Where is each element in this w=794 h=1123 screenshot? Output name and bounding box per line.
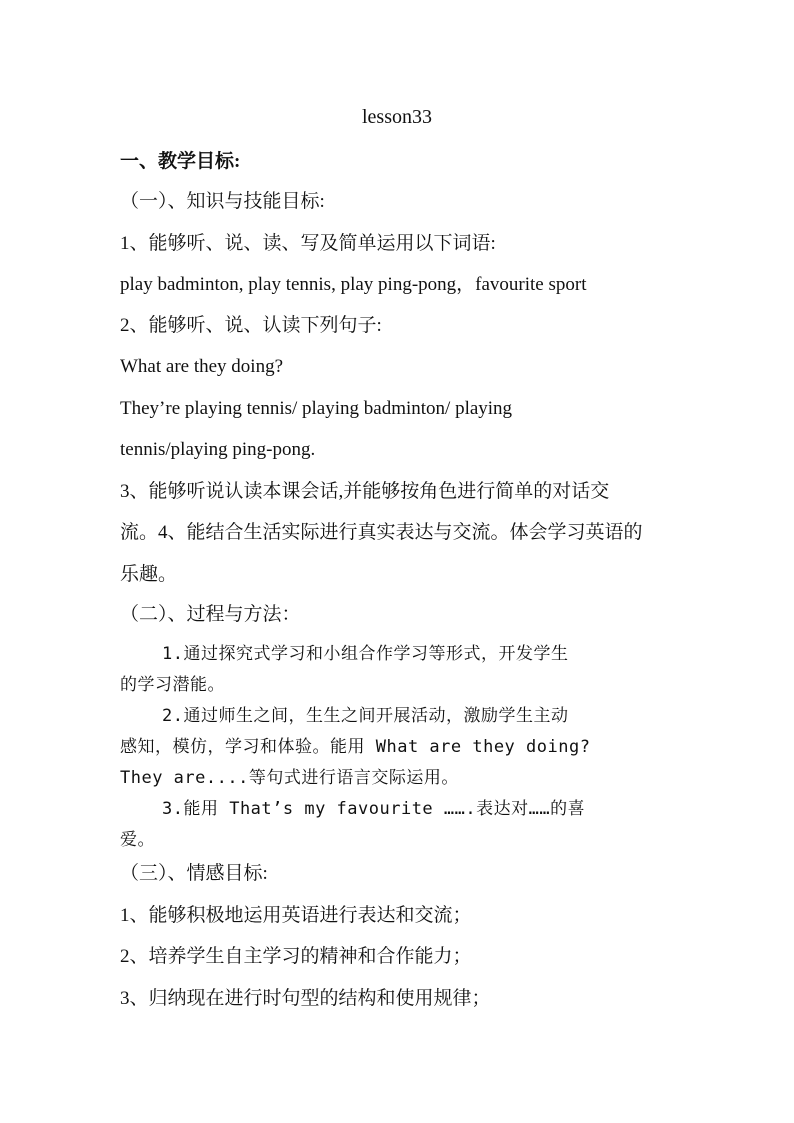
example-answer-line-1: They’re playing tennis/ playing badminton/ playing bbox=[120, 398, 513, 419]
process-paragraph-1-line-2: 的学习潜能。 bbox=[120, 675, 225, 695]
objective-item-3-line-3: 乐趣。 bbox=[120, 564, 178, 585]
process-methods-heading: （二）、过程与方法： bbox=[120, 604, 301, 625]
vocabulary-list: play badminton, play tennis, play ping-pong，favourite sport bbox=[120, 274, 587, 295]
objective-item-3-line-2: 流。4、能结合生活实际进行真实表达与交流。体会学习英语的 bbox=[120, 522, 643, 543]
process-paragraph-2-line-2: 感知，模仿，学习和体验。能用 What are they doing? bbox=[120, 737, 591, 757]
process-paragraph-3-line-2: 爱。 bbox=[120, 830, 155, 850]
document-title: lesson33 bbox=[362, 106, 432, 128]
example-question: What are they doing? bbox=[120, 356, 284, 377]
objective-item-2: 2、能够听、说、认读下列句子: bbox=[120, 315, 382, 336]
emotional-goal-2: 2、培养学生自主学习的精神和合作能力； bbox=[120, 946, 472, 967]
objective-item-1: 1、能够听、说、读、写及简单运用以下词语: bbox=[120, 233, 496, 254]
process-paragraph-1-line-1: 1.通过探究式学习和小组合作学习等形式，开发学生 bbox=[162, 644, 569, 664]
process-paragraph-3-line-1: 3.能用 That’s my favourite …….表达对……的喜 bbox=[162, 799, 586, 819]
emotional-goal-1: 1、能够积极地运用英语进行表达和交流； bbox=[120, 905, 472, 926]
process-paragraph-2-line-3: They are....等句式进行语言交际运用。 bbox=[120, 768, 459, 788]
example-answer-line-2: tennis/playing ping-pong. bbox=[120, 439, 316, 460]
emotional-goal-3: 3、归纳现在进行时句型的结构和使用规律； bbox=[120, 988, 491, 1009]
process-paragraph-2-line-1: 2.通过师生之间，生生之间开展活动，激励学生主动 bbox=[162, 706, 569, 726]
teaching-objectives-heading: 一、教学目标: bbox=[120, 151, 241, 172]
objective-item-3-line-1: 3、能够听说认读本课会话,并能够按角色进行简单的对话交 bbox=[120, 481, 610, 502]
knowledge-skills-heading: （一）、知识与技能目标: bbox=[120, 191, 325, 212]
emotional-goals-heading: （三）、情感目标: bbox=[120, 863, 268, 884]
